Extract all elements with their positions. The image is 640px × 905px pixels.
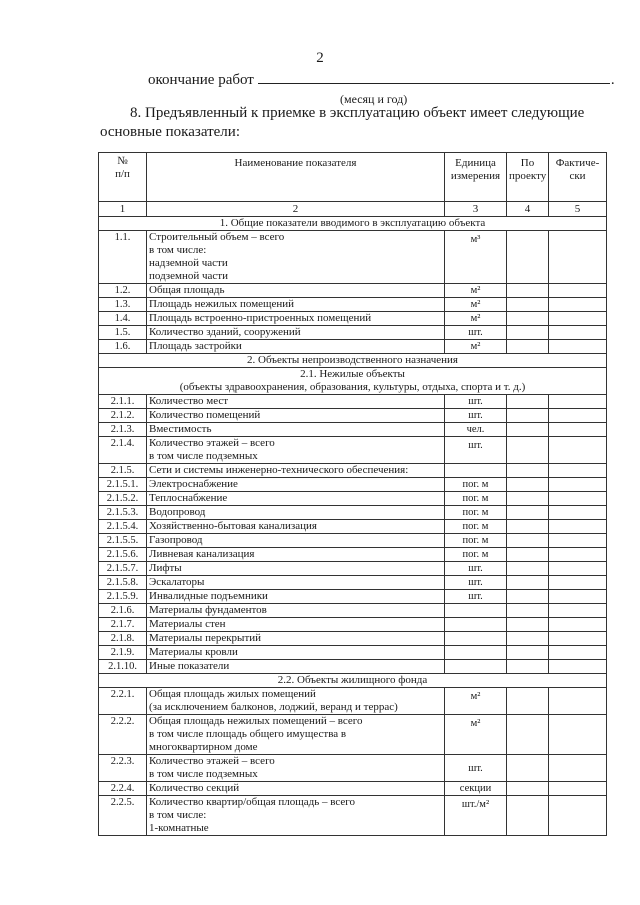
row-project-value [507,548,549,562]
row-number: 2.1.4. [99,437,147,464]
row-name [147,618,445,632]
row-unit [445,660,507,674]
row-name [147,576,445,590]
header-num: № п/п [99,153,147,202]
row-actual-value [549,326,607,340]
table-row [99,755,607,782]
table-row [99,576,607,590]
completion-dot: . [610,72,615,88]
header-unit: Единица измерения [445,153,507,202]
col-number: 1 [99,202,147,217]
section-title: 2.2. Объекты жилищного фонда [99,674,607,688]
row-number: 2.1.1. [99,395,147,409]
row-actual-value [549,590,607,604]
row-number: 2.1.10. [99,660,147,674]
table-row [99,715,607,755]
row-project-value [507,326,549,340]
row-number: 2.1.5.9. [99,590,147,604]
row-unit: пог. м [445,534,507,548]
row-name-line: Инвалидные подъемники [149,590,268,602]
row-project-value [507,796,549,836]
table-row [99,492,607,506]
row-name [147,715,445,755]
row-actual-value [549,395,607,409]
row-unit: шт. [445,590,507,604]
row-number: 2.1.7. [99,618,147,632]
row-unit: м² [445,715,507,755]
row-actual-value [549,340,607,354]
section-title-line: (объекты здравоохранения, образования, культуры, отдыха, спорта и т. д.) [179,381,526,393]
row-number: 2.2.4. [99,782,147,796]
row-project-value [507,755,549,782]
row-name-line: Общая площадь нежилых помещений – всего [149,715,363,727]
table-row [99,340,607,354]
row-name-line: Количество секций [149,782,240,794]
row-actual-value [549,688,607,715]
row-unit: шт. [445,576,507,590]
row-number: 2.1.9. [99,646,147,660]
table-row [99,409,607,423]
column-number-row [99,202,607,217]
row-unit: шт. [445,562,507,576]
table-row [99,326,607,340]
row-name-line: подземной части [149,270,229,282]
row-project-value [507,423,549,437]
row-name [147,755,445,782]
intro-paragraph [100,104,610,142]
row-actual-value [549,782,607,796]
row-unit: пог. м [445,478,507,492]
row-number: 2.1.5.5. [99,534,147,548]
row-name-line: Материалы стен [149,618,226,630]
table-row [99,632,607,646]
row-number: 2.1.2. [99,409,147,423]
row-unit [445,464,507,478]
table-row [99,298,607,312]
row-unit: шт. [445,437,507,464]
table-row [99,284,607,298]
row-unit: м² [445,312,507,326]
row-name-line: Эскалаторы [149,576,205,588]
row-number: 1.4. [99,312,147,326]
row-unit: шт. [445,326,507,340]
row-unit: м² [445,298,507,312]
row-name-line: Площадь встроенно-пристроенных помещений [149,312,372,324]
row-number: 2.1.8. [99,632,147,646]
table-row [99,506,607,520]
row-unit: пог. м [445,520,507,534]
row-unit: м² [445,284,507,298]
row-name-line: Лифты [149,562,182,574]
row-project-value [507,520,549,534]
row-project-value [507,492,549,506]
row-name [147,562,445,576]
table-row [99,231,607,284]
row-name-line: Электроснабжение [149,478,238,490]
row-name-line: Иные показатели [149,660,230,672]
row-actual-value [549,506,607,520]
row-name [147,660,445,674]
row-number: 2.1.5. [99,464,147,478]
table-body [99,217,607,836]
table-row [99,562,607,576]
row-name [147,423,445,437]
row-project-value [507,660,549,674]
row-project-value [507,618,549,632]
row-unit: м² [445,340,507,354]
row-name [147,782,445,796]
row-project-value [507,312,549,326]
header-actual: Фактиче- ски [549,153,607,202]
row-unit [445,632,507,646]
row-project-value [507,534,549,548]
row-project-value [507,782,549,796]
row-project-value [507,576,549,590]
row-name-line: Вместимость [149,423,212,435]
row-project-value [507,340,549,354]
row-name-line: Общая площадь жилых помещений [149,688,316,700]
table-row [99,312,607,326]
table-row [99,548,607,562]
row-number: 2.1.5.8. [99,576,147,590]
row-actual-value [549,437,607,464]
row-name-line: Газопровод [149,534,203,546]
intro-line-2: основные показатели: [100,124,240,140]
row-project-value [507,688,549,715]
row-name-line: Сети и системы инженерно-технического обеспечения: [149,464,409,476]
table-row [99,590,607,604]
row-name [147,464,445,478]
row-name-line: в том числе: [149,244,207,256]
row-project-value [507,298,549,312]
table-row [99,437,607,464]
completion-blank [258,71,610,84]
table-row [99,646,607,660]
row-actual-value [549,646,607,660]
indicators-table [98,152,607,836]
row-unit: пог. м [445,492,507,506]
row-number: 2.1.5.2. [99,492,147,506]
row-name-line: в том числе подземных [149,450,258,462]
row-name-line: Количество зданий, сооружений [149,326,301,338]
row-actual-value [549,423,607,437]
table-row [99,423,607,437]
row-project-value [507,632,549,646]
row-name [147,492,445,506]
row-name-line: Количество помещений [149,409,261,421]
section-row [99,217,607,231]
row-number: 2.1.6. [99,604,147,618]
row-actual-value [549,284,607,298]
header-name: Наименование показателя [147,153,445,202]
row-name-line: Материалы кровли [149,646,238,658]
row-name [147,604,445,618]
table-row [99,520,607,534]
row-project-value [507,715,549,755]
row-name [147,298,445,312]
row-unit: м³ [445,231,507,284]
row-name-line: Водопровод [149,506,206,518]
row-number: 1.6. [99,340,147,354]
completion-label: окончание работ [148,72,254,88]
row-actual-value [549,715,607,755]
row-unit [445,618,507,632]
row-project-value [507,464,549,478]
row-actual-value [549,576,607,590]
row-number: 2.2.3. [99,755,147,782]
row-actual-value [549,478,607,492]
row-name-line: Количество этажей – всего [149,755,275,767]
row-name-line: Площадь нежилых помещений [149,298,295,310]
row-number: 2.2.1. [99,688,147,715]
row-unit [445,604,507,618]
row-name-line: Количество квартир/общая площадь – всего [149,796,356,808]
row-actual-value [549,660,607,674]
row-name [147,534,445,548]
row-name [147,796,445,836]
row-project-value [507,284,549,298]
row-name-line: 1-комнатные [149,822,209,834]
row-project-value [507,604,549,618]
row-actual-value [549,618,607,632]
row-number: 2.1.5.7. [99,562,147,576]
row-name [147,409,445,423]
row-number: 2.1.5.6. [99,548,147,562]
row-name-line: Материалы фундаментов [149,604,267,616]
row-name-line: Теплоснабжение [149,492,228,504]
row-name-line: Общая площадь [149,284,225,296]
row-actual-value [549,562,607,576]
row-name-line: в том числе площадь общего имущества в [149,728,347,740]
row-unit: шт. [445,409,507,423]
section-row [99,674,607,688]
row-actual-value [549,298,607,312]
row-name [147,548,445,562]
row-number: 2.1.3. [99,423,147,437]
row-name [147,340,445,354]
row-unit: пог. м [445,506,507,520]
completion-hint: (месяц и год) [340,92,408,106]
row-actual-value [549,534,607,548]
table-row [99,782,607,796]
row-actual-value [549,604,607,618]
row-unit: м² [445,688,507,715]
row-number: 2.2.2. [99,715,147,755]
col-number: 5 [549,202,607,217]
section-row [99,368,607,395]
row-name-line: Строительный объем – всего [149,231,285,243]
table-row [99,796,607,836]
section-title-line: 2.1. Нежилые объекты [300,368,405,380]
row-name [147,326,445,340]
row-number: 1.1. [99,231,147,284]
row-actual-value [549,796,607,836]
section-title: 2. Объекты непроизводственного назначения [99,354,607,368]
table-row [99,395,607,409]
table-row [99,478,607,492]
row-name-line: (за исключением балконов, лоджий, веранд и террас) [149,701,398,713]
table-row [99,464,607,478]
row-unit: шт. [445,755,507,782]
row-name-line: в том числе: [149,809,207,821]
row-number: 2.1.5.4. [99,520,147,534]
row-unit: шт./м² [445,796,507,836]
row-number: 2.1.5.1. [99,478,147,492]
row-number: 1.3. [99,298,147,312]
table-row [99,618,607,632]
row-name-line: Хозяйственно-бытовая канализация [149,520,317,532]
row-number: 1.5. [99,326,147,340]
row-project-value [507,395,549,409]
section-title [99,368,607,395]
row-name [147,312,445,326]
row-name-line: Ливневая канализация [149,548,255,560]
row-actual-value [549,520,607,534]
row-name [147,632,445,646]
header-project: По проекту [507,153,549,202]
row-name-line: надземной части [149,257,228,269]
row-actual-value [549,632,607,646]
row-actual-value [549,312,607,326]
row-name-line: Площадь застройки [149,340,242,352]
row-project-value [507,562,549,576]
row-name [147,646,445,660]
completion-line [148,71,615,89]
row-unit: чел. [445,423,507,437]
row-name-line: в том числе подземных [149,768,258,780]
row-project-value [507,506,549,520]
row-actual-value [549,548,607,562]
row-number: 2.2.5. [99,796,147,836]
table-row [99,688,607,715]
row-unit: секции [445,782,507,796]
row-name-line: Количество мест [149,395,229,407]
row-actual-value [549,755,607,782]
row-actual-value [549,409,607,423]
row-name [147,231,445,284]
row-project-value [507,231,549,284]
table-row [99,660,607,674]
row-project-value [507,590,549,604]
row-name [147,437,445,464]
table-row [99,534,607,548]
section-title: 1. Общие показатели вводимого в эксплуатацию объекта [99,217,607,231]
row-project-value [507,409,549,423]
row-name [147,284,445,298]
page-number: 2 [316,50,324,66]
row-name [147,688,445,715]
col-number: 2 [147,202,445,217]
row-number: 2.1.5.3. [99,506,147,520]
row-unit: шт. [445,395,507,409]
row-name [147,520,445,534]
row-name-line: многоквартирном доме [149,741,258,753]
section-row [99,354,607,368]
row-name-line: Материалы перекрытий [149,632,262,644]
row-actual-value [549,231,607,284]
row-actual-value [549,492,607,506]
row-project-value [507,437,549,464]
col-number: 3 [445,202,507,217]
intro-line-1: 8. Предъявленный к приемке в эксплуатацию объект имеет следующие [130,105,585,121]
row-name [147,590,445,604]
row-actual-value [549,464,607,478]
row-name [147,506,445,520]
row-name-line: Количество этажей – всего [149,437,275,449]
table-header-row [99,153,607,202]
row-project-value [507,478,549,492]
row-unit [445,646,507,660]
row-number: 1.2. [99,284,147,298]
row-unit: пог. м [445,548,507,562]
row-project-value [507,646,549,660]
row-name [147,395,445,409]
row-name [147,478,445,492]
col-number: 4 [507,202,549,217]
table-row [99,604,607,618]
